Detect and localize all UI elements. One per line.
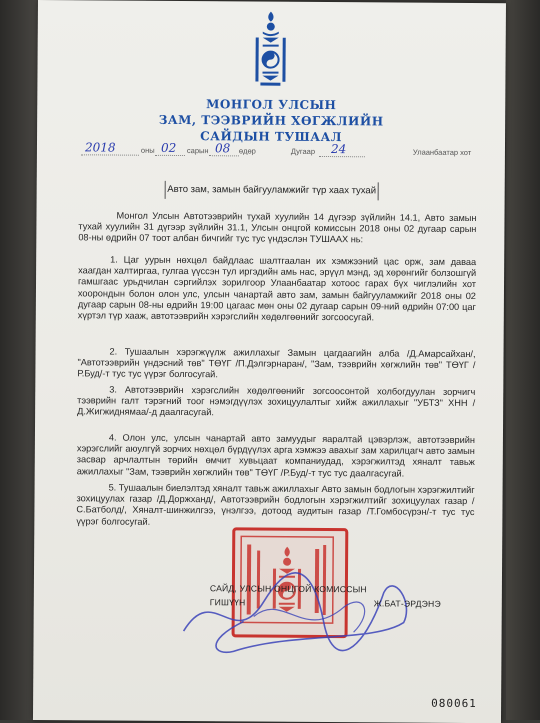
document-sheet	[33, 0, 506, 723]
city-label: Улаанбаатар хот	[412, 147, 472, 158]
header-line-1: МОНГОЛ УЛСЫН	[206, 97, 337, 113]
month-handwritten: 02	[160, 140, 177, 155]
handwritten-signature-icon	[173, 561, 424, 663]
intro-paragraph: Монгол Улсын Автотээврийн тухай хуулийн 14 дүгээр зүйлийн 14.1, Авто замын тухай хуулийн 31 дүгээр зүйлийн 31.1, Улсын онцгой комиссын 2018 оны 02 дугаар сарын 08-ны өдрийн 07 тоот албан бичгийг тус тус үндэслэн ТУШААХ нь:	[78, 210, 477, 245]
year-handwritten: 2018	[84, 140, 116, 155]
day-label: өдөр	[238, 146, 256, 156]
year-label: оны	[140, 145, 155, 155]
order-paragraph-4: 4. Олон улс, улсын чанартай авто замуудыг яаралтай цэвэрлэж, автотээврийн хэрэгслийг аюулгүй зорчих нөхцөл бүрдүүлэх арга хэмжээ авахыг зам харилцагч авто замын засвар арчлалтын төрийн өмчит хувьцаат компаниудад, хэрэгжилтэд хяналт тавьж ажиллахыг "Зам, тээврийн хөгжлийн төв" ТӨҮГ /Р.Буд/-т тус тус даалгасугай.	[76, 432, 475, 479]
month-label: сарын	[186, 146, 209, 156]
order-paragraph-2: 2. Тушаалын хэрэгжүүлж ажиллахыг Замын цагдаагийн алба /Д.Амарсайхан/, "Автотээврийн үндэсний төв" ТӨҮГ /П.Дэлгэрнаран/, "Зам, тээврийн хөгжлийн төв" ТӨҮГ /Р.Буд/-т тус тус үүрэг болгосугай.	[77, 346, 476, 380]
number-label: Дугаар	[290, 146, 316, 156]
document-title: Авто зам, замын байгууламжийг түр хаах тухай	[165, 181, 379, 200]
day-handwritten: 08	[214, 141, 231, 156]
number-handwritten: 24	[330, 142, 347, 157]
serial-number: 080061	[431, 696, 477, 711]
header-line-3: САЙДЫН ТУШААЛ	[200, 129, 343, 145]
background-right	[506, 0, 540, 720]
signature-title-line-1: САЙД, УЛСЫН ОНЦГОЙ КОМИССЫН	[209, 583, 367, 595]
signature-title-line-2: ГИШҮҮН	[209, 597, 246, 608]
order-paragraph-5: 5. Тушаалын биелэлтэд хяналт тавьж ажиллахыг Авто замын бодлогын хэрэгжилтийг зохицуулах газар /Д.Доржханд/, Автотээврийн бодлогын хэрэгжилтийг зохицуулах газар /С.Батболд/, Хяналт-шинжилгээ, үнэлгээ, дотоод аудитын газар /Т.Гомбосүрэн/-т тус тус үүрэг болгосугай.	[76, 482, 475, 527]
signatory-name: Ж.БАТ-ЭРДЭНЭ	[373, 598, 441, 609]
order-paragraph-3: 3. Автотээврийн хэрэгслийн хөдөлгөөнийг зогсоосонтой холбогдуулан зорчигч тээврийн галт тэрэгний тоог нэмэгдүүлэх зохицуулалтыг хийж ажиллахыг "УБТЗ" ХНН /Д.Жигжиднямаа/-д даалгасугай.	[77, 384, 476, 418]
soyombo-emblem-icon	[250, 9, 291, 89]
order-paragraph-1: 1. Цаг уурын нөхцөл байдлаас шалтгаалан их хэмжээний цас орж, зам даваа хаагдан халтиргаа, гулгаа үүссэн тул иргэдийн амь нас, эрүүл мэнд, эд хөрөнгийг болзошгүй гамшгаас урьдчилан сэргийлэх зорилгоор Улаанбаатар хотоос гарах бүх чиглэлийн хот хоорондын болон олон улс, улсын чанартай авто зам, замын байгууламжийг 2018 оны 02 дугаар сарын 08-ны өдрийн 19:00 цагаас мөн оны 02 дугаар сарын 09-ний өдрийн 07:00 цаг хүртэл түр хааж, автотээврийн хэрэгслийн хөдөлгөөнийг зогсоосугай.	[77, 254, 477, 323]
header-line-2: ЗАМ, ТЭЭВРИЙН ХӨГЖЛИЙН	[158, 112, 384, 129]
